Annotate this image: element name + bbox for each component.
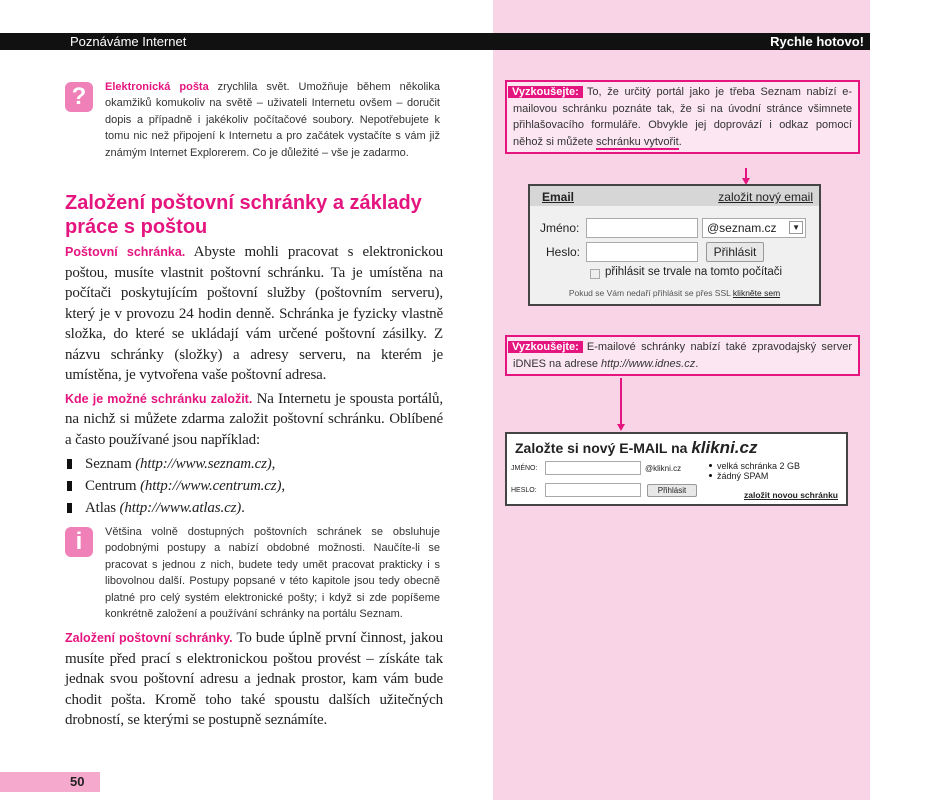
name-input[interactable] — [586, 218, 698, 238]
note-text: Většina volně dostupných poštovních schránek se obsluhuje podobnými postupy a nabízí obdobné možnosti. Naučíte-li se pracovat s jednou z nich, budete tedy umět pracovat prakticky i s libovolnou další. Postupy popsané v této kapitole jsou tedy obecně platné pro celý systém elektronické pošty; i když si zde popíšeme konkrétně založení a používání schránky na portálu Seznam. — [105, 526, 440, 621]
header-left: Poznáváme Internet — [70, 34, 187, 49]
paragraph-text: To bude úplně první činnost, jakou musíte před prací s elektronickou poštou provést – získáte tak jednak svou poštovní adresu a jednak prostor, kam vám bude chodit pošta. Kromě toho také spoustu dalších užitečných drobností, se kterými se postupně seznámíte. — [65, 630, 443, 729]
name-label: Jméno: — [540, 221, 580, 235]
list-item: Seznam (http://www.seznam.cz), — [65, 453, 443, 475]
paragraph-text: Abyste mohli pracovat s elektronickou poštou, musíte vlastnit poštovní schránku. Ta je umístěna na počítači poskytujícím poštovní služby (poštovním serveru), který je v provozu 24 hodin denně. Schránka je fyzicky vlastně složka, do které se ukládají vám určené poštovní zásilky. Z názvu schránky (složky) a adresy serveru, na kterém je umístěna, je vytvořena vaše poštovní adresa. — [65, 244, 443, 383]
header-right: Rychle hotovo! — [770, 34, 864, 49]
password-label: HESLO: — [511, 487, 537, 494]
password-label: Heslo: — [546, 245, 581, 259]
question-note — [65, 79, 440, 161]
question-icon: ? — [65, 82, 93, 112]
portal-list — [65, 453, 443, 519]
main-text-flow — [65, 191, 443, 734]
remember-label: přihlásit se trvale na tomto počítači — [605, 266, 783, 278]
domain-label: @klikni.cz — [645, 464, 682, 473]
arrow-icon — [617, 424, 625, 431]
klikni-logo: klikni.cz — [691, 438, 758, 457]
ssl-link[interactable]: klikněte sem — [732, 288, 781, 298]
tip-box-2: Vyzkoušejte: E-mailové schránky nabízí také zpravodajský server iDNES na adrese http://www.idnes.cz. — [505, 335, 860, 376]
feature-item: velká schránka 2 GB — [707, 461, 800, 471]
seznam-login-screenshot: Email založit nový email Jméno: @seznam.cz ▼ Heslo: Přihlásit přihlásit se trvale na tomto počítači Pokud se Vám nedaří přihlásit se přes SSL klikněte sem — [528, 184, 821, 306]
paragraph-create — [65, 628, 443, 731]
klikni-signup-screenshot: Založte si nový E-MAIL na klikni.cz JMÉNO: @klikni.cz HESLO: Přihlásit velká schránka 2 GB žádný SPAM založit novou schránku — [505, 432, 848, 506]
create-email-link[interactable]: založit nový email — [718, 190, 813, 204]
email-title[interactable]: Email — [542, 190, 575, 204]
paragraph-where — [65, 389, 443, 451]
tip-tag: Vyzkoušejte: — [508, 341, 583, 353]
feature-list — [707, 461, 800, 481]
name-input[interactable] — [545, 461, 641, 475]
feature-item: žádný SPAM — [707, 471, 800, 481]
list-item: Atlas (http://www.atlas.cz). — [65, 497, 443, 519]
paragraph-lead: Poštovní schránka. — [65, 245, 186, 259]
create-mailbox-link[interactable]: založit novou schránku — [744, 490, 838, 500]
chevron-down-icon: ▼ — [789, 221, 803, 234]
note-text: zrychlila svět. Umožňuje během několika okamžiků komukoliv na světě – uživateli Internetu ovšem – doručit dopis a případně i jakékoliv počítačové soubory. Nepotřebujete k tomu nic než připojení k Internetu a pro začátek vystačíte s vám již známým Internet Explorerem. Co je důležité – vše je zadarmo. — [105, 81, 440, 159]
domain-select[interactable]: @seznam.cz ▼ — [702, 218, 806, 238]
note-lead: Elektronická pošta — [105, 81, 209, 93]
info-note — [65, 524, 440, 622]
section-heading: Založení poštovní schránky a základy práce s poštou — [65, 192, 422, 238]
remember-checkbox[interactable] — [590, 269, 600, 279]
running-header — [0, 33, 870, 50]
password-input[interactable] — [545, 483, 641, 497]
paragraph-mailbox — [65, 242, 443, 386]
tip-box-1: Vyzkoušejte: To, že určitý portál jako je třeba Seznam nabízí e-mailovou schránku poznáte tak, že si na úvodní stránce všimnete přihlašovacího formuláře. Obvykle jej doprovází i odkaz pomocí něhož si můžete schránku vytvořit. — [505, 80, 860, 154]
name-label: JMÉNO: — [511, 465, 538, 472]
paragraph-lead: Založení poštovní schránky. — [65, 631, 233, 646]
login-button[interactable]: Přihlásit — [706, 242, 764, 262]
paragraph-lead: Kde je možné schránku založit. — [65, 391, 253, 406]
password-input[interactable] — [586, 242, 698, 262]
connector-line — [620, 378, 622, 426]
tip-tag: Vyzkoušejte: — [508, 86, 583, 98]
info-icon: i — [65, 527, 93, 557]
page-number: 50 — [0, 772, 100, 792]
paragraph-text: Na Internetu je spousta portálů, na nichž si můžete zdarma založit poštovní schránku. Oblíbené a často používané jsou například: — [65, 390, 444, 448]
login-button[interactable]: Přihlásit — [647, 484, 697, 497]
list-item: Centrum (http://www.centrum.cz), — [65, 475, 443, 497]
